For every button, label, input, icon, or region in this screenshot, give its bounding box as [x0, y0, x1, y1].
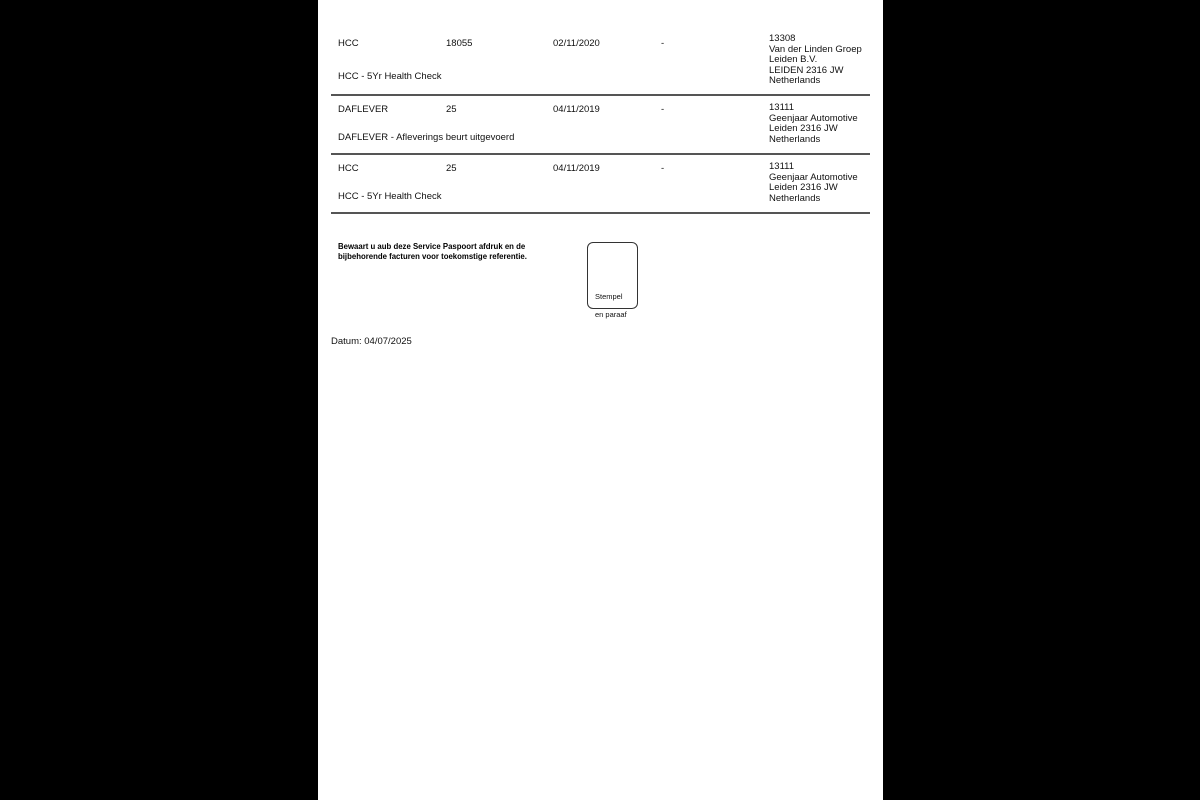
stamp-label — [595, 283, 635, 328]
service-date: 02/11/2020 — [553, 38, 600, 49]
mileage: 25 — [446, 163, 457, 174]
dealer-id: 13111 — [769, 102, 795, 113]
dealer-name: Geenjaar Automotive — [769, 112, 858, 124]
retention-notice-line: Bewaart u aub deze Service Paspoort afdruk en de — [338, 242, 526, 251]
service-description: HCC - 5Yr Health Check — [338, 191, 442, 202]
service-date: 04/11/2019 — [553, 104, 600, 115]
empty-value: - — [661, 38, 665, 49]
dealer-city: Leiden 2316 JW — [769, 123, 838, 135]
dealer-address — [769, 162, 858, 204]
dealer-name: Geenjaar Automotive — [769, 171, 858, 183]
dealer-country: Netherlands — [769, 133, 821, 145]
stamp-label-line: en paraaf — [595, 310, 627, 319]
dealer-id: 13111 — [769, 161, 795, 172]
retention-notice-line: bijbehorende facturen voor toekomstige referentie. — [338, 252, 527, 261]
service-record-row — [331, 155, 870, 215]
row-separator — [331, 212, 870, 214]
dealer-name-continued: Leiden B.V. — [769, 54, 818, 66]
empty-value: - — [661, 104, 665, 115]
row-separator — [331, 94, 870, 96]
service-date: 04/11/2019 — [553, 163, 600, 174]
dealer-country: Netherlands — [769, 75, 821, 87]
retention-notice — [338, 242, 558, 262]
service-record-row — [331, 97, 870, 155]
service-code: HCC — [338, 163, 359, 174]
service-description: HCC - 5Yr Health Check — [338, 71, 442, 82]
dealer-address — [769, 34, 862, 87]
empty-value: - — [661, 163, 665, 174]
dealer-name: Van der Linden Groep — [769, 43, 862, 55]
dealer-address — [769, 103, 858, 145]
dealer-city: LEIDEN 2316 JW — [769, 64, 844, 76]
service-record-row — [331, 33, 870, 97]
print-date: Datum: 04/07/2025 — [331, 336, 412, 347]
service-code: HCC — [338, 38, 359, 49]
dealer-country: Netherlands — [769, 192, 821, 204]
document-page — [318, 0, 883, 800]
dealer-id: 13308 — [769, 33, 796, 44]
stamp-label-line: Stempel — [595, 292, 623, 301]
mileage: 18055 — [446, 38, 473, 49]
dealer-city: Leiden 2316 JW — [769, 182, 838, 194]
service-description: DAFLEVER - Afleverings beurt uitgevoerd — [338, 132, 515, 143]
service-code: DAFLEVER — [338, 104, 389, 115]
stamp-box — [587, 242, 638, 319]
mileage: 25 — [446, 104, 457, 115]
